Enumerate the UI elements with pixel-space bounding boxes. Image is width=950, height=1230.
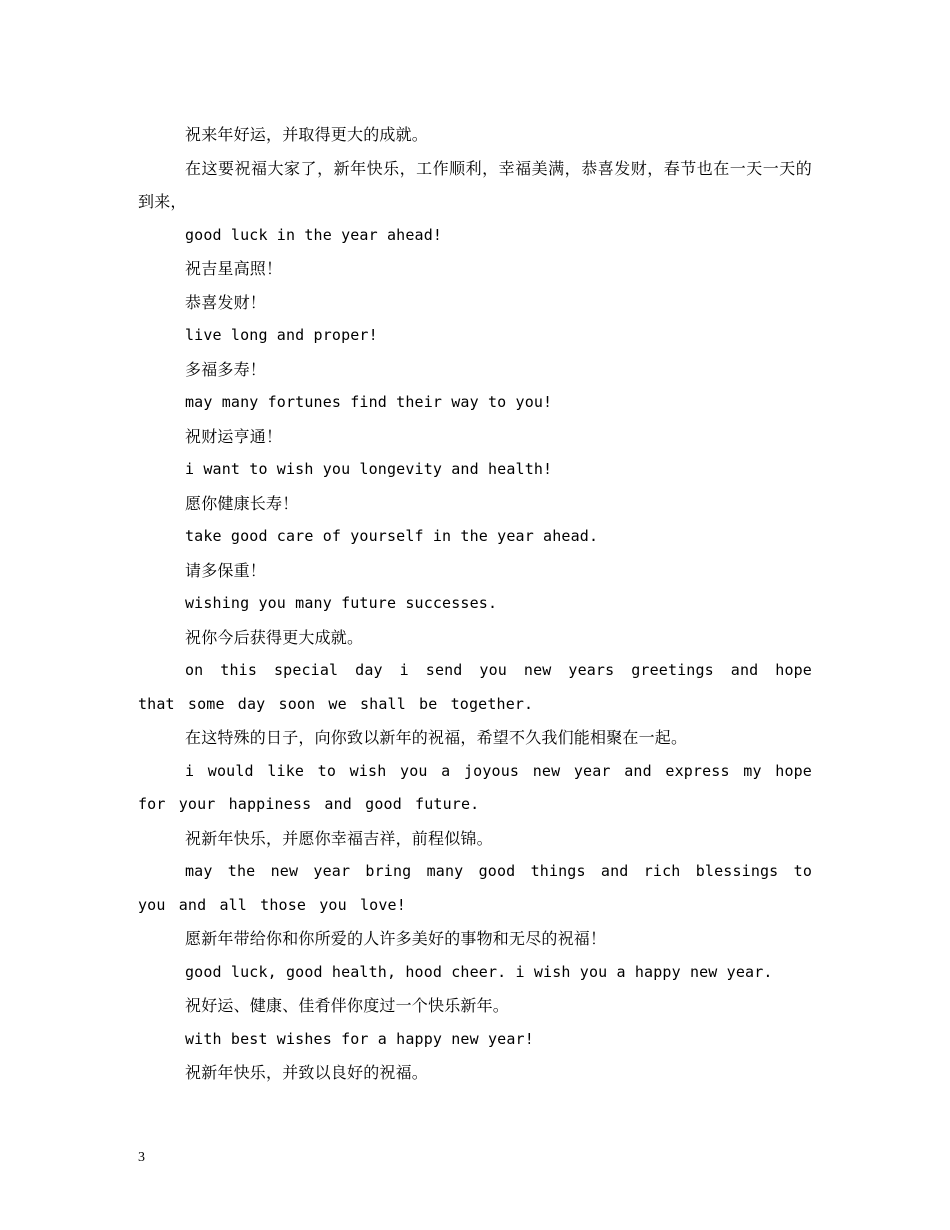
document-body [138, 118, 812, 1090]
paragraph: may the new year bring many good things and rich blessings to you and all those you love! [138, 862, 812, 914]
paragraph: 祝吉星高照！ [185, 259, 283, 278]
paragraph: 在这特殊的日子，向你致以新年的祝福，希望不久我们能相聚在一起。 [185, 728, 688, 747]
paragraph: 祝好运、健康、佳肴伴你度过一个快乐新年。 [185, 996, 510, 1015]
paragraph: may many fortunes find their way to you! [185, 393, 553, 411]
paragraph: 祝新年快乐，并致以良好的祝福。 [185, 1063, 429, 1082]
paragraph: 祝新年快乐，并愿你幸福吉祥，前程似锦。 [185, 828, 493, 848]
paragraph: 请多保重！ [185, 560, 267, 580]
paragraph: 祝你今后获得更大成就。 [185, 627, 364, 647]
paragraph: with best wishes for a happy new year! [185, 1029, 534, 1048]
paragraph: 愿新年带给你和你所爱的人许多美好的事物和无尽的祝福！ [185, 929, 607, 948]
paragraph: 多福多寿！ [185, 359, 267, 379]
paragraph: wishing you many future successes. [185, 594, 498, 612]
paragraph: good luck, good health, hood cheer. i wish you a happy new year. [185, 962, 773, 981]
paragraph: 恭喜发财！ [185, 292, 267, 312]
paragraph: 祝财运亨通！ [185, 426, 283, 446]
paragraph: 愿你健康长寿！ [185, 493, 299, 513]
paragraph: live long and proper! [185, 326, 378, 344]
page-number: 3 [138, 1150, 145, 1165]
paragraph: i would like to wish you a joyous new year and express my hope for your happiness and good future. [138, 761, 812, 813]
paragraph: good luck in the year ahead! [185, 225, 443, 244]
paragraph: 在这要祝福大家了，新年快乐，工作顺利，幸福美满，恭喜发财，春节也在一天一天的到来， [138, 158, 812, 211]
paragraph: i want to wish you longevity and health! [185, 460, 553, 478]
paragraph: on this special day i send you new years greetings and hope that some day soon we shall be together. [138, 661, 812, 713]
paragraph: take good care of yourself in the year ahead. [185, 527, 599, 545]
paragraph: 祝来年好运，并取得更大的成就。 [185, 125, 429, 144]
